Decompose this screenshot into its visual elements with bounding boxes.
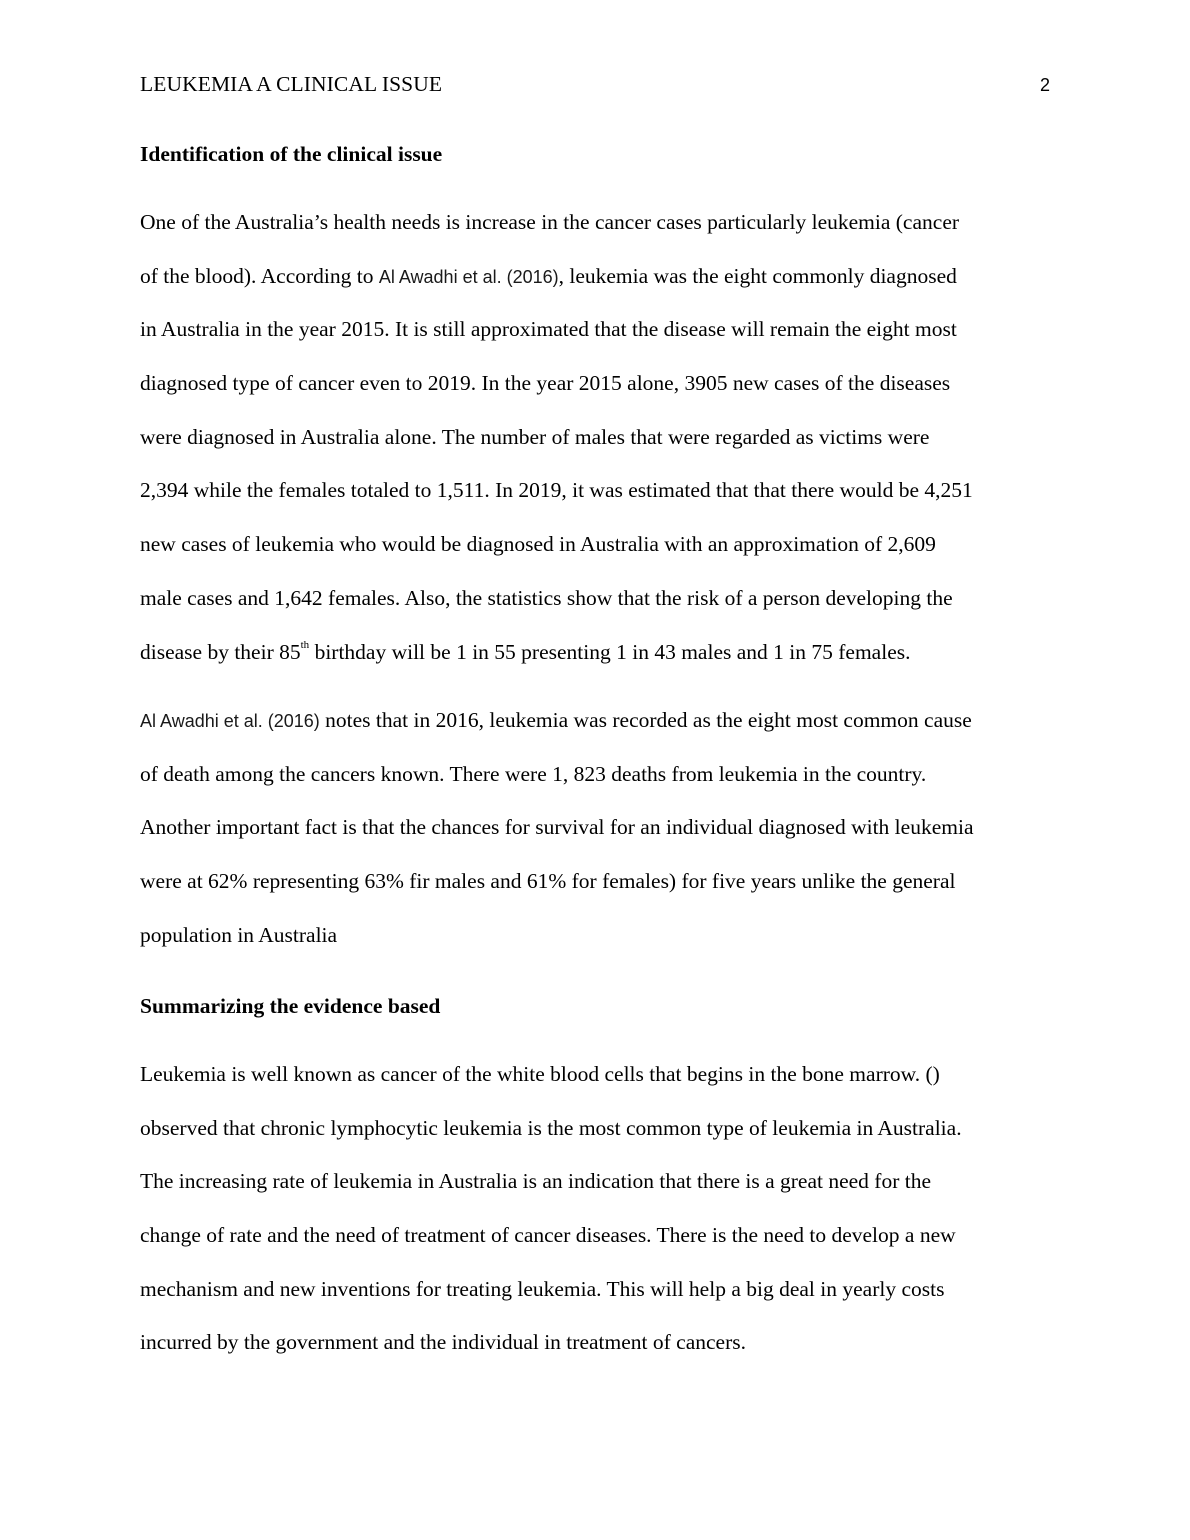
citation-link[interactable]: Al Awadhi et al. (2016): [140, 711, 320, 731]
text-run: notes that in 2016, leukemia was recorded as the eight most common cause: [319, 708, 972, 732]
running-head: LEUKEMIA A CLINICAL ISSUE: [140, 72, 443, 96]
paragraph-line: were diagnosed in Australia alone. The number of males that were regarded as victims were: [140, 424, 930, 449]
paragraph-line: observed that chronic lymphocytic leukemia is the most common type of leukemia in Australia.: [140, 1115, 962, 1140]
paragraph-line: incurred by the government and the individual in treatment of cancers.: [140, 1330, 746, 1355]
text-run: disease by their 85: [140, 639, 301, 664]
paragraph-line: male cases and 1,642 females. Also, the statistics show that the risk of a person developing the: [140, 585, 953, 610]
paragraph-line: diagnosed type of cancer even to 2019. In the year 2015 alone, 3905 new cases of the diseases: [140, 371, 951, 396]
paragraph-line: in Australia in the year 2015. It is still approximated that the disease will remain the eight most: [140, 317, 957, 342]
paragraph-line: 2,394 while the females totaled to 1,511. In 2019, it was estimated that that there would be 4,251: [140, 478, 973, 503]
paragraph-line: [140, 250, 1055, 304]
paragraph-line: new cases of leukemia who would be diagnosed in Australia with an approximation of 2,609: [140, 532, 936, 557]
paragraph-line: change of rate and the need of treatment of cancer diseases. There is the need to develop a new: [140, 1223, 956, 1248]
paragraph-line: The increasing rate of leukemia in Australia is an indication that there is a great need for the: [140, 1169, 932, 1194]
paragraph-line: [140, 694, 1055, 748]
section-heading-clinical-issue: Identification of the clinical issue: [140, 142, 443, 166]
paragraph-line: Another important fact is that the chances for survival for an individual diagnosed with leukemia: [140, 815, 974, 840]
paragraph-line: [140, 626, 1055, 680]
text-run: birthday will be 1 in 55 presenting 1 in 43 males and 1 in 75 females.: [309, 639, 911, 664]
paragraph-evidence-summary: [140, 1048, 1055, 1370]
paragraph-australia-health-needs: [140, 196, 1055, 679]
paragraph-line: mechanism and new inventions for treating leukemia. This will help a big deal in yearly costs: [140, 1276, 945, 1301]
paragraph-line: were at 62% representing 63% fir males and 61% for females) for five years unlike the general: [140, 869, 956, 894]
ordinal-superscript: th: [300, 639, 310, 652]
text-run: , leukemia was the eight commonly diagnosed: [558, 263, 957, 288]
section-heading-evidence: Summarizing the evidence based: [140, 994, 441, 1018]
paragraph-line: One of the Australia’s health needs is increase in the cancer cases particularly leukemia (cancer: [140, 210, 960, 234]
citation-link[interactable]: Al Awadhi et al. (2016): [378, 266, 559, 287]
paragraph-mortality-survival: [140, 694, 1055, 962]
paragraph-line: population in Australia: [140, 922, 338, 947]
text-run: of the blood). According to: [140, 263, 379, 288]
page-number: 2: [1039, 75, 1050, 95]
paragraph-line: Leukemia is well known as cancer of the white blood cells that begins in the bone marrow. (): [140, 1062, 940, 1086]
paragraph-line: of death among the cancers known. There were 1, 823 deaths from leukemia in the country.: [140, 761, 927, 786]
